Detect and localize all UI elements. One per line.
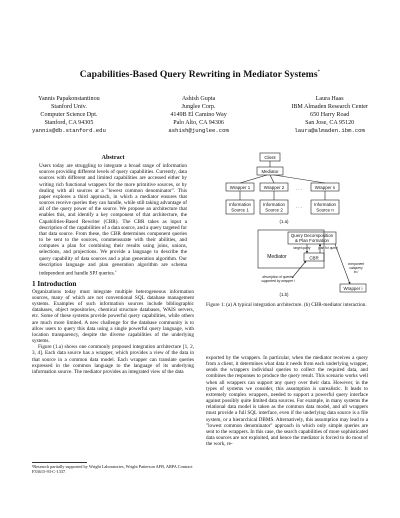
author-email: yannis@db.stanford.edu: [32, 127, 106, 134]
figure-caption: Figure 1: (a) A typical integration architecture. (b) CBR-mediator interaction.: [206, 302, 367, 308]
paper-title: [0, 69, 400, 80]
description-label: supported by wrapper i: [261, 279, 295, 283]
footnote-rule: [32, 462, 87, 463]
description-label: description of queries: [262, 275, 294, 279]
qdpf-label: Query Decomposition: [290, 233, 334, 238]
author-affiliation: 4149B El Camino Way: [170, 112, 227, 118]
author-affiliation: San Jose, CA 95120: [305, 120, 355, 126]
author-1: [32, 95, 106, 135]
abstract-text: Users today are struggling to integrate a broad range of information sources providing different levels of query capabilities. Currently, data sources with different and limited capabilities are accessed either by writing rich functional wrappers for the more primitive sources, or by dealing with all sources at a "lowest common denominator". This paper explores a third approach, in which a mediator ensures that sources receive queries they can handle, while still taking advantage of all of the query power of the source. We propose an architecture that enables this, and identify a key component of that architecture, the Capabilities-Based Rewriter (CBR). The CBR takes as input a description of the capabilities of a data source, and a query targeted for that data source. From these, the CBR determines component queries to be sent to the sources, commensurate with their abilities, and computes a plan for combining their results using joins, unions, selections, and projections. We provide a language to describe the query capability of data sources and a plan generation algorithm. Our description language and plan generation algorithm are schema independent and handle SPJ queries.: [39, 163, 187, 277]
source1-label: Source 1: [231, 207, 249, 213]
title-text: Capabilities-Based Query Rewriting in Mediator Systems: [79, 69, 318, 80]
introduction-body: [32, 289, 194, 375]
figure-1b-label: (1.b): [279, 292, 289, 297]
source1-label: Information: [229, 202, 251, 207]
sourceN-label: Information: [314, 202, 336, 207]
body-paragraph: exported by the wrappers. In particular, when the mediator receives a query from a client, it determines what data it needs from each underlying wrapper, sends the wrappers individual queries to collect the required data, and combines the responses to produce the query result. This scenario works well when all wrappers can support any query over their data. However, in the types of systems we consider, this assumption is unrealistic. It leads to extremely complex wrappers, needed to support a powerful query interface against possibly quite limited data sources. For example, in many systems the relational data model is taken as the common data model, and all wrappers must provide a full SQL interface, even if the underlying data source is a file system, or a hierarchical DBMS. Alternatively, this assumption may lead to a "lowest common denominator" approach in which only simple queries are sent to the wrappers. In this case, the search capabilities of more sophisticated data sources are not exploited, and hence the mediator is forced to do most of the work, re-: [206, 355, 368, 448]
wrapper1-label: Wrapper 1: [229, 185, 251, 190]
author-email: ashish@junglee.com: [168, 127, 229, 134]
client-label: Client: [264, 155, 276, 160]
component-label: component: [347, 262, 365, 266]
figure-1a-label: (1.a): [279, 219, 289, 224]
footnote-text: ¹Research partially supported by Wright Laboratories, Wright Patterson AFB, ARPA Contract F33615-93-C-1337.: [32, 464, 193, 474]
figure-1: [222, 150, 372, 298]
source2-label: Information: [263, 202, 285, 207]
title-footnote-mark: *: [317, 69, 321, 75]
author-affiliation: Stanford, CA 94305: [44, 120, 94, 126]
architecture-diagram: [222, 150, 372, 298]
abstract-heading: Abstract: [101, 154, 125, 161]
author-name: Yannis Papakonstantinou: [38, 96, 100, 102]
author-2: [168, 95, 228, 135]
intro-paragraph: Organizations today must integrate multiple heterogeneous information sources, many of which are not conventional SQL database management systems. Examples of such information sources include bibliographic databases, object repositories, chemical structure databases, WAIS servers, etc. Some of these systems provide powerful query capabilities, while others are much more limited. A new challenge for the database community is to allow users to query this data using a single powerful query language, with location transparency, despite the diverse capabilities of the underlying systems.: [32, 288, 194, 345]
component-label: to i: [353, 270, 359, 274]
mediator-b-label: Mediator: [267, 254, 287, 260]
author-name: Laura Haas: [315, 96, 344, 102]
author-email: laura@almaden.ibm.com: [294, 127, 365, 134]
plan-label: plan for query: [318, 246, 338, 250]
author-affiliation: Junglee Corp.: [181, 104, 216, 110]
abstract-footnote-mark: 1: [114, 268, 117, 273]
wrapper2-label: Wrapper 2: [263, 185, 285, 190]
author-affiliation: Palo Alto, CA 94306: [173, 120, 224, 126]
component-label: subquery: [349, 266, 363, 270]
abstract-body: [32, 163, 194, 277]
sourceN-label: Source n: [316, 207, 334, 213]
cbr-label: CBR: [309, 255, 319, 261]
intro-paragraph: Figure (1.a) shows one commonly proposed integration architecture [1, 2, 3, 4]. Each data source has a wrapper, which provides a view of the data in that source in a common data model. Each wrapper can translate queries expressed in the common language to the language of its underlying information source. The mediator provides an integrated view of the data: [32, 344, 194, 375]
right-column: [206, 355, 368, 447]
left-column: [32, 155, 194, 375]
source-ellipsis: . . .: [295, 204, 303, 209]
author-affiliation: Stanford Univ.: [51, 104, 87, 110]
source2-label: Source 2: [265, 207, 283, 213]
wrapper-ellipsis: . . .: [295, 186, 303, 191]
author-name: Ashish Gupta: [181, 96, 216, 102]
target-query-label: target query: [293, 246, 311, 250]
author-affiliation: 650 Harry Road: [310, 112, 350, 118]
mediator-label: Mediator: [261, 169, 279, 174]
footnote: [32, 462, 194, 474]
wrapperN-label: Wrapper n: [314, 185, 336, 190]
qdpf-label: & Plan Formation: [295, 238, 329, 243]
author-block: [32, 95, 368, 135]
author-3: [291, 95, 368, 135]
section-heading-introduction: 1 Introduction: [32, 279, 77, 288]
wrapper-i-label: Wrapper i: [343, 286, 363, 291]
author-affiliation: IBM Almaden Research Center: [291, 104, 368, 110]
author-affiliation: Computer Science Dpt.: [40, 112, 98, 118]
